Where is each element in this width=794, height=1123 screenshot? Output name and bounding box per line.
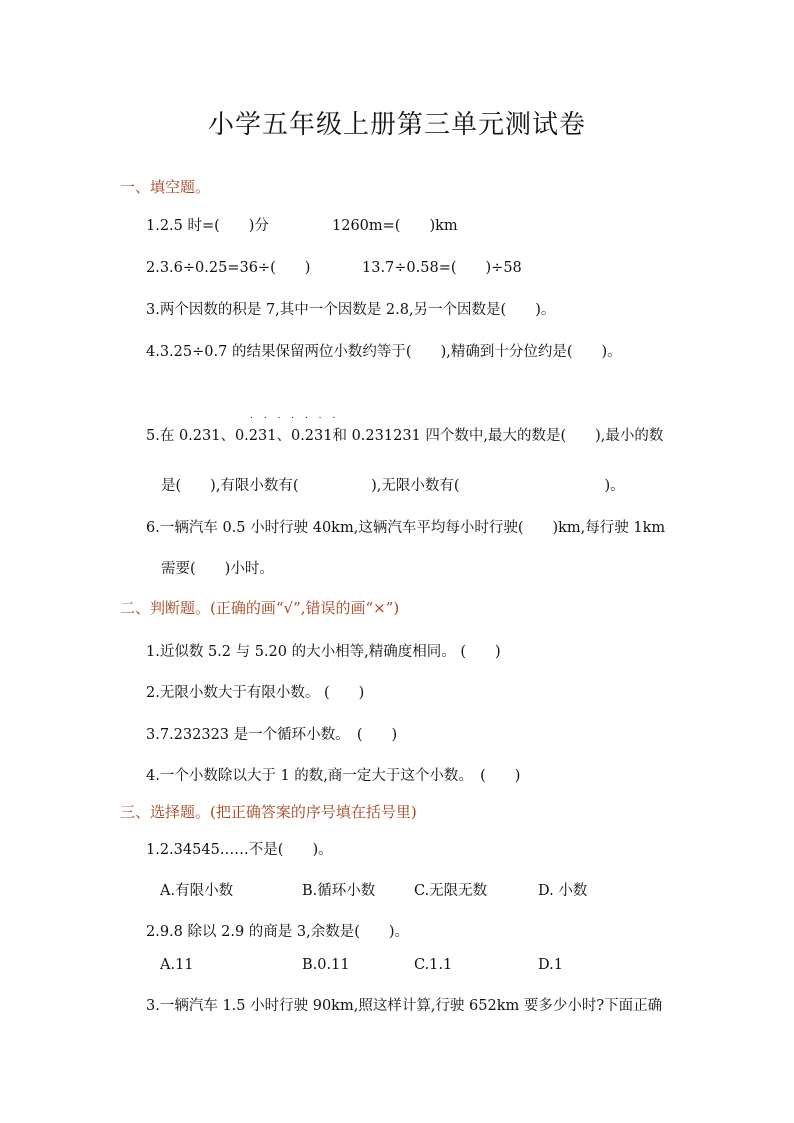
fill-q5b: 是( ),有限小数有( ),无限小数有( )。 xyxy=(161,478,625,494)
fill-q1b: 1260m=( )km xyxy=(332,218,458,234)
fill-q4: 4.3.25÷0.7 的结果保留两位小数约等于( ),精确到十分位约是( )。 xyxy=(146,344,622,360)
choice-q1-option-d: D. 小数 xyxy=(538,883,588,899)
choice-q1-option-b: B.循环小数 xyxy=(302,883,376,899)
judge-q3: 3.7.232323 是一个循环小数。 ( ) xyxy=(146,727,398,743)
choice-q2-option-b: B.0.11 xyxy=(302,957,350,973)
choice-q1-option-c: C.无限无数 xyxy=(414,883,488,899)
section-fill-heading: 一、填空题。 xyxy=(120,178,211,196)
repeating-decimal-dots: . . . . . . . xyxy=(250,411,340,421)
fill-q2a: 2.3.6÷0.25=36÷( ) xyxy=(146,260,311,276)
fill-q6a: 6.一辆汽车 0.5 小时行驶 40km,这辆汽车平均每小时行驶( )km,每行驶 1km xyxy=(146,520,666,536)
choice-q1-option-a: A.有限小数 xyxy=(160,883,234,899)
section-judge-heading: 二、判断题。(正确的画“√”,错误的画“×”) xyxy=(120,599,400,617)
fill-q6b: 需要( )小时。 xyxy=(161,561,274,577)
fill-q2b: 13.7÷0.58=( )÷58 xyxy=(362,260,522,276)
choice-q3: 3.一辆汽车 1.5 小时行驶 90km,照这样计算,行驶 652km 要多少小时?下面正确 xyxy=(146,998,663,1014)
fill-q1a: 1.2.5 时=( )分 xyxy=(146,218,269,234)
fill-q3: 3.两个因数的积是 7,其中一个因数是 2.8,另一个因数是( )。 xyxy=(146,302,556,318)
choice-q1: 1.2.34545……不是( )。 xyxy=(146,842,333,858)
choice-q2-option-d: D.1 xyxy=(538,957,563,973)
judge-q1: 1.近似数 5.2 与 5.20 的大小相等,精确度相同。 ( ) xyxy=(146,644,501,660)
page-title: 小学五年级上册第三单元测试卷 xyxy=(207,110,586,140)
section-choice-heading: 三、选择题。(把正确答案的序号填在括号里) xyxy=(120,803,417,821)
choice-q2-option-c: C.1.1 xyxy=(414,957,453,973)
choice-q2: 2.9.8 除以 2.9 的商是 3,余数是( )。 xyxy=(146,924,410,940)
judge-q4: 4.一个小数除以大于 1 的数,商一定大于这个小数。 ( ) xyxy=(146,768,521,784)
fill-q5a: 5.在 0.231、0.231、0.231和 0.231231 四个数中,最大的数是( ),最小的数 xyxy=(146,428,664,444)
judge-q2: 2.无限小数大于有限小数。 ( ) xyxy=(146,685,365,701)
choice-q2-option-a: A.11 xyxy=(160,957,194,973)
